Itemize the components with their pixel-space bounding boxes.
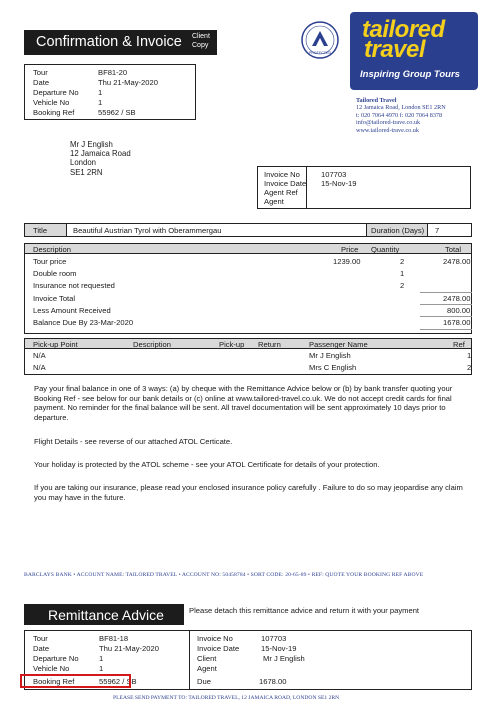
duration-label: Duration (Days) xyxy=(371,226,425,235)
tour-label: Tour xyxy=(33,634,48,643)
tour-title-bar xyxy=(24,223,472,237)
col-ref: Ref xyxy=(453,340,465,349)
booking-details-box xyxy=(24,64,196,120)
col-price: Price xyxy=(341,245,359,254)
received-label: Less Amount Received xyxy=(33,306,111,315)
invoice-date-label: Invoice Date xyxy=(264,179,307,188)
invoice-total-label: Invoice Total xyxy=(33,294,76,303)
payment-address-line: PLEASE SEND PAYMENT TO: TAILORED TRAVEL, 12 JAMAICA ROAD, LONDON SE1 2RN xyxy=(113,695,340,701)
agent-ref-label: Agent Ref xyxy=(264,188,298,197)
agent-label: Agent xyxy=(264,197,284,206)
pickup-table-header xyxy=(24,338,472,349)
copy-line1: Client xyxy=(192,33,210,40)
agent-label: Agent xyxy=(197,664,217,673)
col-quantity: Quantity xyxy=(371,245,400,254)
due-value: 1678.00 xyxy=(259,677,287,686)
col-description: Description xyxy=(133,340,171,349)
address-line: Mr J English xyxy=(70,140,113,149)
invoice-total-row xyxy=(33,294,471,303)
received-row xyxy=(33,306,471,315)
atol-note: Your holiday is protected by the ATOL scheme - see your ATOL Certificate for details of your protection. xyxy=(34,460,380,469)
remittance-banner xyxy=(24,604,184,625)
row-quantity: 2 xyxy=(400,257,405,266)
divider xyxy=(420,329,472,330)
invoice-no-value: 107703 xyxy=(261,634,287,643)
invoice-no-value: 107703 xyxy=(321,170,347,179)
row-description: Tour price xyxy=(33,257,67,266)
company-website: www.tailored-trave.co.uk xyxy=(356,126,419,134)
company-name: Tailored Travel xyxy=(356,97,397,104)
insurance-note: If you are taking our insurance, please read your enclosed insurance policy carefully . Failure to do so may jeopardise any claim you may have in the future. xyxy=(34,483,463,502)
row-pickup-point: N/A xyxy=(33,351,46,360)
company-phone: t: 020 7064 4970 f: 020 7064 8378 xyxy=(356,111,443,119)
booking-ref-highlight xyxy=(20,674,131,688)
tour-title: Beautiful Austrian Tyrol with Oberammergau xyxy=(73,226,222,235)
table-row xyxy=(33,363,472,372)
title-label: Title xyxy=(33,226,48,235)
vehicle-value: 1 xyxy=(99,664,104,673)
description-table-header xyxy=(24,243,472,254)
booking-ref-value: 55962 / SB xyxy=(98,108,136,117)
company-logo xyxy=(350,12,478,90)
due-label: Due xyxy=(197,677,211,686)
invoice-no-label: Invoice No xyxy=(197,634,233,643)
table-row xyxy=(33,351,472,360)
departure-value: 1 xyxy=(99,654,104,663)
duration-value: 7 xyxy=(435,226,440,235)
vehicle-value: 1 xyxy=(98,98,103,107)
table-row xyxy=(33,281,405,290)
row-description: Double room xyxy=(33,269,77,278)
invoice-total-value: 2478.00 xyxy=(443,294,471,303)
invoice-details-box xyxy=(257,166,471,209)
pickup-table-body xyxy=(24,349,472,375)
invoice-no-label: Invoice No xyxy=(264,170,300,179)
description-table-body xyxy=(24,254,472,334)
booking-ref-label: Booking Ref xyxy=(33,108,75,117)
received-value: 800.00 xyxy=(447,306,471,315)
col-return: Return xyxy=(258,340,281,349)
row-quantity: 1 xyxy=(400,269,405,278)
balance-row xyxy=(33,318,471,327)
col-pickup: Pick-up xyxy=(219,340,245,349)
tour-value: BF81-20 xyxy=(98,68,128,77)
divider xyxy=(420,316,472,317)
remittance-note: Please detach this remittance advice and return it with your payment xyxy=(189,606,420,615)
row-description: Insurance not requested xyxy=(33,281,115,290)
col-total: Total xyxy=(445,245,462,254)
balance-label: Balance Due By 23-Mar-2020 xyxy=(33,318,134,327)
address-line: SE1 2RN xyxy=(70,167,103,177)
title-label-cell xyxy=(25,224,67,236)
divider xyxy=(420,292,472,293)
row-ref: 2 xyxy=(467,363,472,372)
departure-label: Departure No xyxy=(33,654,79,663)
duration-label-cell xyxy=(366,224,428,236)
invoice-date-value: 15-Nov-19 xyxy=(321,179,357,188)
atol-seal-icon xyxy=(300,20,340,60)
divider xyxy=(420,304,472,305)
copy-label xyxy=(192,32,210,50)
client-label: Client xyxy=(197,654,217,663)
flight-details-note: Flight Details - see reverse of our attached ATOL Certicate. xyxy=(34,437,233,446)
col-description: Description xyxy=(33,245,71,254)
bank-details-line: BARCLAYS BANK • ACCOUNT NAME: TAILORED TRAVEL • ACCOUNT NO: 50458784 • SORT CODE: 20-65-89 • REF: QUOTE YOUR BOOKING REF ABOVE xyxy=(24,572,424,578)
date-value: Thu 21-May-2020 xyxy=(99,644,159,653)
row-pickup-point: N/A xyxy=(33,363,46,372)
header-banner xyxy=(24,30,217,55)
departure-label: Departure No xyxy=(33,88,79,97)
logo-tagline: Inspiring Group Tours xyxy=(360,69,460,80)
remittance-title: Remittance Advice xyxy=(48,607,164,623)
company-email: info@tailored-trave.co.uk xyxy=(356,119,421,127)
address-line: London xyxy=(70,158,97,168)
address-line: 12 Jamaica Road xyxy=(70,149,131,159)
date-label: Date xyxy=(33,644,50,653)
page-title: Confirmation & Invoice xyxy=(36,34,182,50)
payment-instructions: Pay your final balance in one of 3 ways: (a) by cheque with the Remittance Advice below or (b) by bank transfer quoting your Booking Ref - see below for our bank details or (c) online at www.tailored-travel.co.uk. We do not accept credit cards for final payment. No reminder for the final balance will be sent. All travel documentation will be sent approximately 10 days prior to departure. xyxy=(34,384,453,422)
balance-value: 1678.00 xyxy=(443,318,471,327)
tour-value: BF81-18 xyxy=(99,634,129,643)
departure-value: 1 xyxy=(98,88,103,97)
logo-word-1: tailored xyxy=(362,16,445,43)
divider xyxy=(189,631,190,689)
company-address: 12 Jamaica Road, London SE1 2RN xyxy=(356,104,446,112)
invoice-date-label: Invoice Date xyxy=(197,644,240,653)
booking-ref-value: 55962 / SB xyxy=(99,677,137,686)
row-ref: 1 xyxy=(467,351,472,360)
row-price: 1239.00 xyxy=(333,257,361,266)
vehicle-label: Vehicle No xyxy=(33,664,70,673)
client-value: Mr J English xyxy=(263,654,305,663)
tour-label: Tour xyxy=(33,68,48,77)
row-total: 2478.00 xyxy=(443,257,471,266)
col-pickup-point: Pick-up Point xyxy=(33,340,78,349)
row-quantity: 2 xyxy=(400,281,405,290)
svg-text:PROTECTED: PROTECTED xyxy=(308,51,332,55)
row-passenger-name: Mr J English xyxy=(309,351,351,360)
row-passenger-name: Mrs C English xyxy=(309,363,357,372)
invoice-date-value: 15-Nov-19 xyxy=(261,644,297,653)
table-row xyxy=(33,269,405,278)
company-info xyxy=(356,97,446,134)
vehicle-label: Vehicle No xyxy=(33,98,70,107)
col-passenger-name: Passenger Name xyxy=(309,340,368,349)
booking-ref-label: Booking Ref xyxy=(33,677,75,686)
logo-word-2: travel xyxy=(364,36,426,63)
copy-line2: Copy xyxy=(192,42,209,49)
client-address xyxy=(70,140,131,177)
date-label: Date xyxy=(33,78,50,87)
table-row xyxy=(33,257,471,266)
date-value: Thu 21-May-2020 xyxy=(98,78,158,87)
